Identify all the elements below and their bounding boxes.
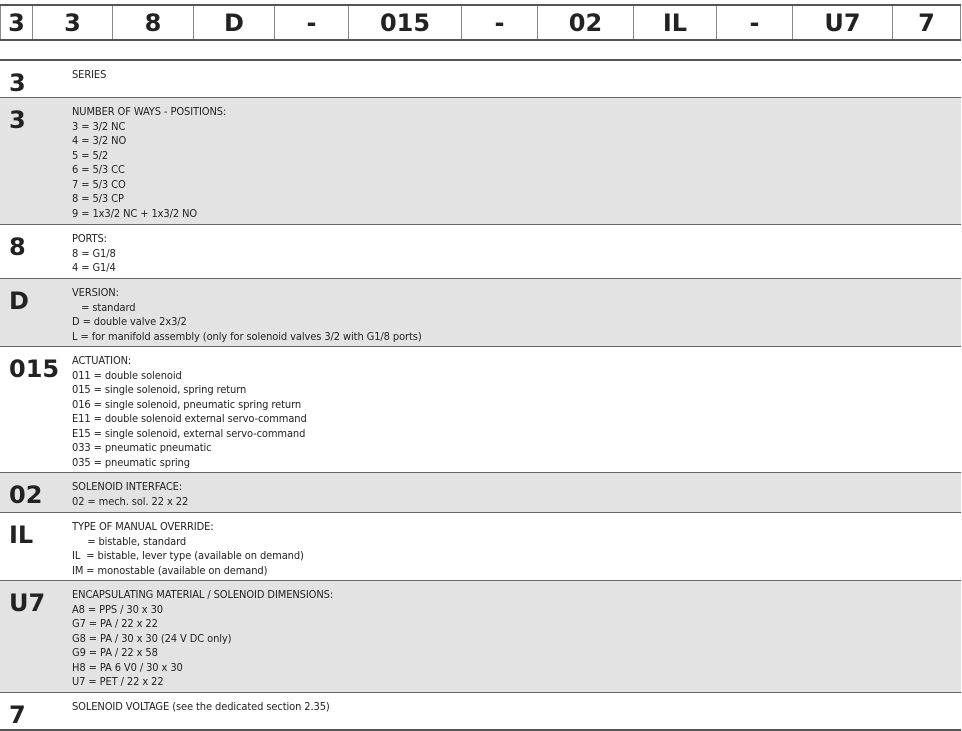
row-line: A8 = PPS / 30 x 30 — [72, 602, 163, 616]
row-line: 4 = 3/2 NO — [72, 134, 127, 147]
row-line: 4 = G1/4 — [72, 261, 116, 274]
row-line: L = for manifold assembly (only for solenoid valves 3/2 with G1/8 ports) — [72, 329, 422, 343]
row-description — [72, 61, 961, 97]
code-cell: 7 — [893, 6, 961, 39]
row-heading: PORTS: — [72, 232, 107, 245]
code-cell: D — [194, 6, 275, 39]
row-code: 3 — [9, 106, 26, 134]
row-line: 016 = single solenoid, pneumatic spring return — [72, 397, 302, 411]
row-line: 3 = 3/2 NC — [72, 119, 126, 133]
row-description — [72, 225, 961, 278]
ordering-code-table — [0, 59, 961, 731]
row-line: 7 = 5/3 CO — [72, 177, 126, 191]
table-row-version — [0, 279, 961, 347]
row-heading: TYPE OF MANUAL OVERRIDE: — [72, 520, 214, 533]
row-line: 015 = single solenoid, spring return — [72, 383, 247, 396]
row-description — [72, 98, 961, 224]
code-cell: - — [275, 6, 349, 39]
row-heading: ENCAPSULATING MATERIAL / SOLENOID DIMENSIONS: — [72, 588, 334, 601]
row-line: U7 = PET / 22 x 22 — [72, 675, 164, 688]
row-description — [72, 693, 961, 729]
table-row-encapsulating-material — [0, 581, 961, 693]
row-description — [72, 581, 961, 692]
row-description — [72, 513, 961, 580]
row-line: 5 = 5/2 — [72, 148, 109, 162]
row-code: D — [9, 287, 29, 315]
row-line: 011 = double solenoid — [72, 368, 182, 382]
table-row-manual-override — [0, 513, 961, 581]
code-cell: 3 — [0, 6, 33, 39]
row-heading: ACTUATION: — [72, 354, 132, 367]
row-line: 6 = 5/3 CC — [72, 163, 125, 176]
row-heading: SOLENOID INTERFACE: — [72, 480, 183, 493]
row-code: 8 — [9, 233, 26, 261]
code-cell: 02 — [538, 6, 634, 39]
row-line: G9 = PA / 22 x 58 — [72, 646, 158, 659]
row-code: U7 — [9, 589, 46, 617]
code-cell: 8 — [113, 6, 194, 39]
table-row-ports — [0, 225, 961, 279]
row-line: = bistable, standard — [72, 534, 187, 548]
row-line: 035 = pneumatic spring — [72, 455, 190, 469]
table-row-series — [0, 61, 961, 98]
table-row-actuation — [0, 347, 961, 473]
row-heading: VERSION: — [72, 286, 119, 299]
row-heading: SOLENOID VOLTAGE (see the dedicated section 2.35) — [72, 700, 330, 713]
row-line: = standard — [72, 300, 136, 314]
table-row-solenoid-voltage — [0, 693, 961, 731]
row-code: 3 — [9, 69, 26, 97]
code-cell: - — [462, 6, 538, 39]
row-line: 8 = 5/3 CP — [72, 192, 124, 205]
code-cell: 3 — [33, 6, 113, 39]
row-line: 02 = mech. sol. 22 x 22 — [72, 494, 189, 508]
code-cell: IL — [634, 6, 717, 39]
row-heading: SERIES — [72, 68, 107, 81]
code-cell: 015 — [349, 6, 462, 39]
row-code: 015 — [9, 355, 60, 383]
row-line: H8 = PA 6 V0 / 30 x 30 — [72, 660, 183, 674]
row-line: IL = bistable, lever type (available on demand) — [72, 549, 304, 562]
row-line: D = double valve 2x3/2 — [72, 315, 187, 328]
row-line: IM = monostable (available on demand) — [72, 563, 268, 577]
row-description — [72, 347, 961, 472]
table-row-ways-positions — [0, 98, 961, 225]
row-line: E15 = single solenoid, external servo-command — [72, 426, 306, 440]
row-line: G7 = PA / 22 x 22 — [72, 617, 158, 630]
row-line: 033 = pneumatic pneumatic — [72, 441, 212, 454]
row-line: G8 = PA / 30 x 30 (24 V DC only) — [72, 631, 232, 645]
code-bar — [0, 4, 961, 41]
code-cell: - — [717, 6, 793, 39]
row-description — [72, 473, 961, 512]
row-code: IL — [9, 521, 34, 549]
row-line: E11 = double solenoid external servo-command — [72, 412, 307, 425]
row-heading: NUMBER OF WAYS - POSITIONS: — [72, 105, 227, 118]
row-code: 7 — [9, 701, 26, 729]
row-line: 9 = 1x3/2 NC + 1x3/2 NO — [72, 206, 198, 220]
row-code: 02 — [9, 481, 43, 509]
row-line: 8 = G1/8 — [72, 246, 116, 260]
table-row-solenoid-interface — [0, 473, 961, 513]
row-description — [72, 279, 961, 346]
code-cell: U7 — [793, 6, 893, 39]
